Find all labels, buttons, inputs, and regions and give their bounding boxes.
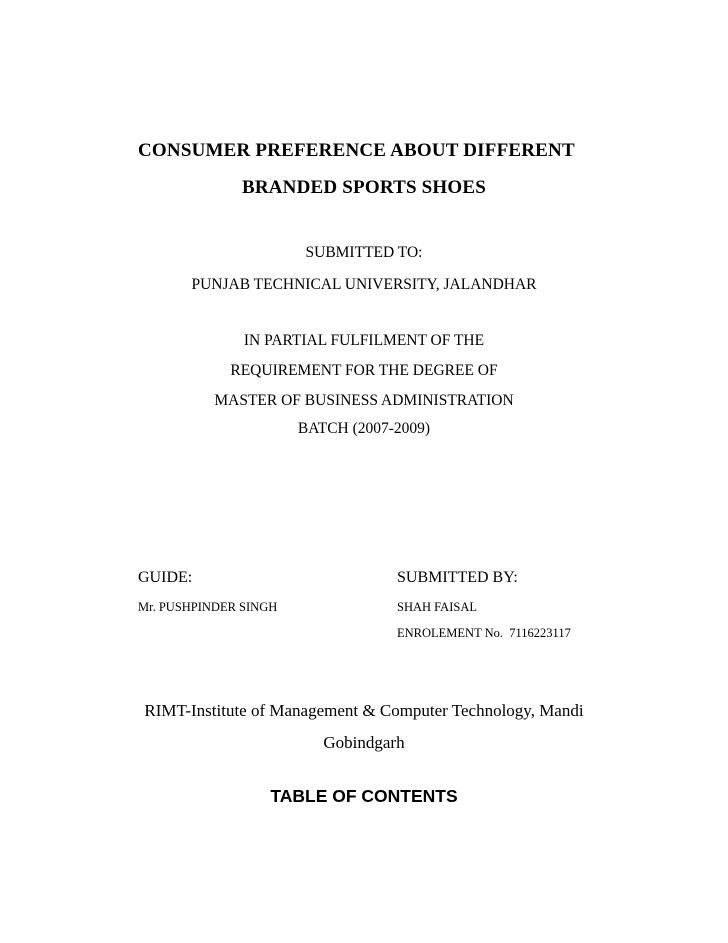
table-of-contents-heading: TABLE OF CONTENTS — [270, 786, 458, 806]
institute-line-2: Gobindgarh — [323, 733, 405, 752]
purpose-line-1: IN PARTIAL FULFILMENT OF THE — [243, 332, 485, 349]
enrolment-number: ENROLEMENT No. 7116223117 — [397, 626, 571, 640]
submitted-by-label: SUBMITTED BY: — [397, 569, 518, 586]
purpose-line-2: REQUIREMENT FOR THE DEGREE OF — [230, 362, 498, 379]
university-name: PUNJAB TECHNICAL UNIVERSITY, JALANDHAR — [191, 276, 537, 293]
guide-name: Mr. PUSHPINDER SINGH — [138, 600, 278, 614]
title-line-2: BRANDED SPORTS SHOES — [241, 177, 487, 198]
batch-line: BATCH (2007-2009) — [297, 420, 431, 437]
institute-line-1: RIMT-Institute of Management & Computer Technology, Mandi — [144, 701, 584, 720]
title-line-1: CONSUMER PREFERENCE ABOUT DIFFERENT — [138, 140, 575, 161]
submitted-to-label: SUBMITTED TO: — [305, 244, 423, 261]
purpose-line-3: MASTER OF BUSINESS ADMINISTRATION — [214, 392, 514, 409]
student-name: SHAH FAISAL — [397, 600, 477, 614]
guide-label: GUIDE: — [138, 569, 193, 586]
